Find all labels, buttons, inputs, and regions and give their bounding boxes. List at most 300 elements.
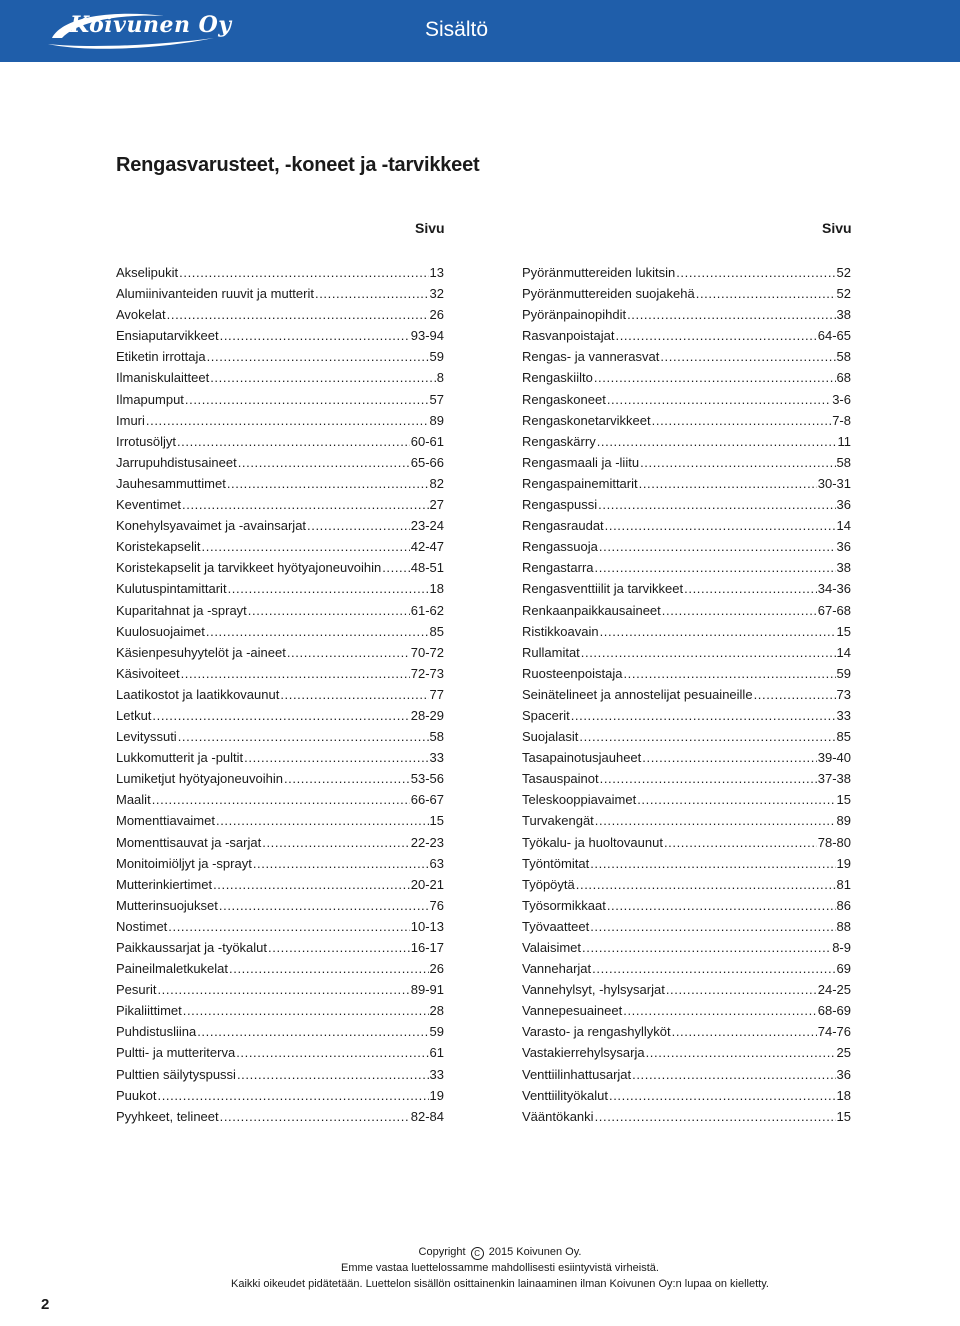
index-entry-label: Suojalasit [522,729,579,745]
dot-leader [590,916,835,937]
index-entry-label: Rengasraudat [522,518,604,534]
index-entry-page: 73 [836,686,851,702]
index-entry-label: Kulutuspintamittarit [116,581,227,597]
index-entry-label: Lumiketjut hyötyajoneuvoihin [116,771,283,787]
dot-leader [177,431,410,452]
index-entry-page: 7-8 [832,412,851,428]
index-entry [522,874,851,895]
index-entry-label: Käsienpesuhyytelöt ja -aineet [116,644,286,660]
dot-leader [571,705,836,726]
index-entry [116,325,444,346]
index-entry-page: 28 [429,1003,444,1019]
index-entry-page: 58 [836,454,851,470]
index-entry-label: Renkaanpaikkausaineet [522,602,661,618]
index-entry-page: 74-76 [817,1024,851,1040]
index-entry [522,979,851,1000]
index-entry-page: 72-73 [410,665,444,681]
index-entry [522,304,851,325]
index-entry-page: 66-67 [410,792,444,808]
header-title: Sisältö [424,18,488,41]
index-entry-page: 82-84 [410,1108,444,1124]
index-entry [116,283,444,304]
index-entry [522,621,851,642]
dot-leader [152,789,410,810]
index-entry-page: 3-6 [832,391,851,407]
index-entry [116,515,444,536]
index-entry-label: Valaisimet [522,940,582,955]
dot-leader [197,1021,428,1042]
dot-leader [599,536,836,557]
dot-leader [315,283,429,304]
index-entry-page: 60-61 [410,433,444,449]
disclaimer-line: Emme vastaa luettelossamme mahdollisesti esiintyvistä virheistä. [341,1262,659,1274]
index-entry [116,916,444,937]
dot-leader [146,410,429,431]
index-entry [116,621,444,642]
index-entry-label: Venttiilityökalut [522,1087,608,1103]
index-entry [116,346,444,367]
index-entry [522,367,851,388]
index-entry-label: Rengasventtiilit ja tarvikkeet [522,581,684,597]
index-entry-label: Rengaskiilto [522,370,593,386]
dot-leader [646,1042,836,1063]
index-entry-label: Paineilmaletkukelat [116,961,229,977]
index-entry-label: Mutterinsuojukset [116,897,218,913]
index-entry-label: Rasvanpoistajat [522,328,615,344]
index-entry [116,431,444,452]
dot-leader [167,304,429,325]
index-entry-label: Kuparitahnat ja -sprayt [116,602,247,618]
dot-leader [168,916,409,937]
index-entry-page: 33 [429,1066,444,1082]
right-column-heading: Sivu [822,220,852,236]
index-entry-page: 68-69 [817,1003,851,1019]
dot-leader [183,1000,429,1021]
index-entry [522,557,851,578]
index-entry-page: 70-72 [410,644,444,660]
index-entry [116,789,444,810]
index-entry [522,1021,851,1042]
dot-leader [597,431,837,452]
index-entry-page: 14 [836,518,851,534]
dot-leader [284,768,410,789]
dot-leader [676,262,835,283]
index-entry-label: Pyöränmuttereiden lukitsin [522,265,676,280]
index-entry [116,367,444,388]
index-entry-page: 68 [836,370,851,386]
dot-leader [579,726,835,747]
index-entry-label: Vastakierrehylsysarja [522,1045,645,1061]
index-entry-page: 48-51 [410,560,444,576]
dot-leader [609,1085,836,1106]
index-entry [116,958,444,979]
index-entry-page: 65-66 [410,454,444,470]
index-entry [522,578,851,599]
index-entry-label: Rengasmaali ja -liitu [522,454,640,470]
rights-line: Kaikki oikeudet pidätetään. Luettelon sisällön osittainenkin lainaaminen ilman Koivunen Oy:n lupaa on kielletty. [231,1278,769,1290]
index-entry [522,705,851,726]
dot-leader [592,958,835,979]
dot-leader [581,642,836,663]
dot-leader [590,853,835,874]
dot-leader [216,810,429,831]
index-entry [522,346,851,367]
index-entry-page: 85 [836,729,851,745]
company-logo-text: Koivunen Oy [70,12,232,38]
dot-leader [640,452,835,473]
index-entry-label: Rengaskonetarvikkeet [522,412,651,428]
left-index-column [116,262,444,1127]
index-entry-label: Imuri [116,412,145,428]
index-entry-label: Etiketin irrottaja [116,349,206,365]
index-entry [522,410,851,431]
index-entry-label: Konehylsyavaimet ja -avainsarjat [116,518,307,534]
dot-leader [607,895,836,916]
index-entry [522,684,851,705]
dot-leader [632,1064,835,1085]
index-entry-label: Keventimet [116,497,182,513]
index-entry-label: Työkalu- ja huoltovaunut [522,834,663,850]
index-entry-label: Ruosteenpoistaja [522,665,623,681]
index-entry-page: 26 [429,307,444,323]
index-entry-page: 36 [836,497,851,513]
index-entry-page: 18 [836,1087,851,1103]
index-entry [116,410,444,431]
index-entry [116,473,444,494]
index-entry-page: 32 [429,286,444,302]
index-entry-page: 19 [836,855,851,871]
index-entry [116,705,444,726]
index-entry-label: Seinätelineet ja annostelijat pesuaineille [522,686,753,702]
copyright-prefix: Copyright [418,1246,466,1258]
index-entry [116,1021,444,1042]
index-entry-page: 15 [836,792,851,808]
index-entry [116,1106,444,1127]
dot-leader [220,1106,410,1127]
index-entry-page: 85 [429,623,444,639]
index-entry-page: 18 [429,581,444,597]
index-entry-label: Koristekapselit [116,539,201,555]
index-entry [116,684,444,705]
dot-leader [236,1042,428,1063]
index-entry [522,431,851,452]
index-entry-label: Vääntökanki [522,1108,594,1124]
dot-leader [238,452,410,473]
dot-leader [181,663,410,684]
index-entry-label: Puukot [116,1087,157,1103]
dot-leader [672,1021,817,1042]
index-entry-page: 38 [836,307,851,323]
dot-leader [206,621,429,642]
index-entry-label: Ensiaputarvikkeet [116,328,219,344]
index-entry-page: 28-29 [410,707,444,723]
dot-leader [598,494,835,515]
index-entry-page: 88 [836,918,851,934]
index-entry [116,663,444,684]
index-entry-page: 33 [836,707,851,723]
index-entry-label: Irrotusöljyt [116,433,176,449]
copyright-icon: C [471,1247,484,1260]
index-entry-page: 53-56 [410,771,444,787]
index-entry-label: Työvaatteet [522,918,590,934]
dot-leader [607,389,831,410]
index-entry [522,600,851,621]
dot-leader [623,1000,817,1021]
index-entry-label: Turvakengät [522,813,594,829]
dot-leader [582,937,831,958]
index-entry-label: Spacerit [522,707,570,723]
index-entry-page: 61 [429,1045,444,1061]
index-entry-label: Jarrupuhdistusaineet [116,454,237,470]
index-entry-page: 81 [836,876,851,892]
index-entry-label: Rengassuoja [522,539,598,555]
index-entry-page: 76 [429,897,444,913]
index-entry-label: Levityssuti [116,729,177,745]
index-entry [116,768,444,789]
index-entry-label: Kuulosuojaimet [116,623,205,639]
index-entry-label: Ilmaniskulaitteet [116,370,210,386]
dot-leader [594,367,836,388]
index-entry-label: Pyyhkeet, telineet [116,1108,219,1124]
index-entry-page: 93-94 [410,328,444,344]
index-entry [116,262,444,283]
index-entry-label: Pulttien säilytyspussi [116,1066,236,1082]
index-entry-label: Paikkaussarjat ja -työkalut [116,940,268,955]
index-entry-page: 15 [836,1108,851,1124]
dot-leader [219,895,429,916]
index-entry [522,1085,851,1106]
dot-leader [237,1064,429,1085]
index-entry [522,1000,851,1021]
index-entry-page: 36 [836,1066,851,1082]
index-entry-page: 23-24 [410,518,444,534]
index-entry-label: Letkut [116,707,152,723]
index-entry-page: 25 [836,1045,851,1061]
index-entry-label: Monitoimiöljyt ja -sprayt [116,855,252,871]
index-entry-page: 61-62 [410,602,444,618]
index-entry-page: 69 [836,961,851,977]
index-entry-label: Nostimet [116,918,168,934]
index-entry-page: 39-40 [817,750,851,766]
dot-leader [178,726,429,747]
index-entry-label: Mutterinkiertimet [116,876,213,892]
index-entry-page: 15 [429,813,444,829]
dot-leader [244,747,428,768]
dot-leader [157,979,409,1000]
index-entry-page: 52 [836,286,851,302]
index-entry [116,1042,444,1063]
index-entry-page: 59 [429,1024,444,1040]
index-entry-label: Rullamitat [522,644,580,660]
dot-leader [595,1106,836,1127]
dot-leader [666,979,817,1000]
index-entry [522,283,851,304]
index-entry-page: 34-36 [817,581,851,597]
index-entry [522,895,851,916]
index-entry-page: 38 [836,560,851,576]
dot-leader [696,283,836,304]
index-entry [522,473,851,494]
index-entry-label: Akselipukit [116,265,179,280]
index-entry-label: Pesurit [116,982,157,998]
dot-leader [652,410,832,431]
index-entry-page: 33 [429,750,444,766]
index-entry-page: 36 [836,539,851,555]
index-entry-label: Momenttisauvat ja -sarjat [116,834,262,850]
index-entry [522,789,851,810]
copyright-suffix: 2015 Koivunen Oy. [488,1246,582,1258]
index-entry-page: 86 [836,897,851,913]
index-entry-label: Koristekapselit ja tarvikkeet hyötyajoneuvoihin [116,560,382,576]
dot-leader [207,346,429,367]
index-entry [522,1064,851,1085]
index-entry [522,1042,851,1063]
index-entry-page: 10-13 [410,918,444,934]
index-entry-label: Tasauspainot [522,771,599,787]
dot-leader [382,557,410,578]
index-entry-page: 13 [429,265,444,280]
index-entry-label: Työntömitat [522,855,590,871]
dot-leader [268,937,410,958]
index-entry-label: Rengaskärry [522,433,596,449]
dot-leader [280,684,428,705]
dot-leader [637,789,835,810]
index-entry [522,262,851,283]
index-entry-label: Rengaspussi [522,497,598,513]
index-entry [116,494,444,515]
index-entry-label: Jauhesammuttimet [116,475,226,491]
index-entry [116,557,444,578]
index-entry-page: 52 [836,265,851,280]
index-entry-label: Ilmapumput [116,391,184,407]
dot-leader [595,810,836,831]
index-entry-page: 82 [429,475,444,491]
index-entry-label: Tasapainotusjauheet [522,750,642,766]
index-entry [116,979,444,1000]
index-entry-label: Avokelat [116,307,166,323]
index-entry-page: 26 [429,961,444,977]
index-entry-label: Puhdistusliina [116,1024,197,1040]
index-entry [116,642,444,663]
index-entry [116,853,444,874]
dot-leader [202,536,410,557]
dot-leader [287,642,410,663]
dot-leader [185,389,429,410]
index-entry-page: 24-25 [817,982,851,998]
index-entry [522,663,851,684]
footer [140,1244,860,1292]
index-entry-page: 11 [837,433,851,449]
index-entry-page: 63 [429,855,444,871]
index-entry-label: Pyöränpainopihdit [522,307,627,323]
index-entry-label: Momenttiavaimet [116,813,215,829]
index-entry-label: Rengas- ja vannerasvat [522,349,660,365]
index-entry-page: 77 [429,686,444,702]
index-entry [116,726,444,747]
index-entry-page: 64-65 [817,328,851,344]
index-entry-page: 37-38 [817,771,851,787]
dot-leader [220,325,410,346]
dot-leader [179,262,428,283]
index-entry [116,389,444,410]
left-column-heading: Sivu [415,220,445,236]
index-entry [522,494,851,515]
dot-leader [253,853,429,874]
index-entry [116,747,444,768]
index-entry [522,853,851,874]
index-entry [522,1106,851,1127]
index-entry-label: Venttiilinhattusarjat [522,1066,632,1082]
dot-leader [228,578,429,599]
index-entry-page: 15 [836,623,851,639]
index-entry-label: Pikaliittimet [116,1003,182,1019]
index-entry [116,452,444,473]
index-entry-page: 22-23 [410,834,444,850]
index-entry [522,726,851,747]
index-entry-label: Alumiinivanteiden ruuvit ja mutterit [116,286,314,302]
index-entry-label: Maalit [116,792,151,808]
dot-leader [595,557,836,578]
index-entry-page: 8 [436,370,444,386]
index-entry-page: 78-80 [817,834,851,850]
index-entry-page: 14 [836,644,851,660]
index-entry-label: Käsivoiteet [116,665,180,681]
index-entry-page: 20-21 [410,876,444,892]
copyright-line [140,1244,860,1260]
index-entry [116,1085,444,1106]
dot-leader [642,747,816,768]
index-entry-label: Vanneharjat [522,961,592,977]
dot-leader [684,578,817,599]
dot-leader [600,768,817,789]
index-entry [522,747,851,768]
index-entry [116,304,444,325]
dot-leader [213,874,410,895]
index-entry-label: Rengaskoneet [522,391,606,407]
dot-leader [152,705,409,726]
header-bar [0,0,960,62]
index-entry-page: 16-17 [410,940,444,955]
index-entry [116,600,444,621]
index-entry [522,916,851,937]
dot-leader [182,494,428,515]
index-entry-page: 58 [429,729,444,745]
index-entry [522,642,851,663]
index-entry [116,810,444,831]
page-heading: Rengasvarusteet, -koneet ja -tarvikkeet [116,154,480,176]
index-entry [116,578,444,599]
index-entry-page: 58 [836,349,851,365]
index-entry-page: 19 [429,1087,444,1103]
index-entry [116,937,444,958]
index-entry [522,768,851,789]
index-entry-page: 59 [429,349,444,365]
dot-leader [605,515,836,536]
index-entry [522,958,851,979]
index-entry-label: Rengastarra [522,560,594,576]
index-entry-page: 89 [429,412,444,428]
dot-leader [616,325,817,346]
dot-leader [627,304,835,325]
page-number: 2 [41,1296,50,1313]
index-entry-page: 30-31 [817,475,851,491]
index-entry-label: Lukkomutterit ja -pultit [116,750,244,766]
index-entry [116,832,444,853]
index-entry [522,515,851,536]
dot-leader [754,684,836,705]
dot-leader [660,346,835,367]
dot-leader [248,600,410,621]
